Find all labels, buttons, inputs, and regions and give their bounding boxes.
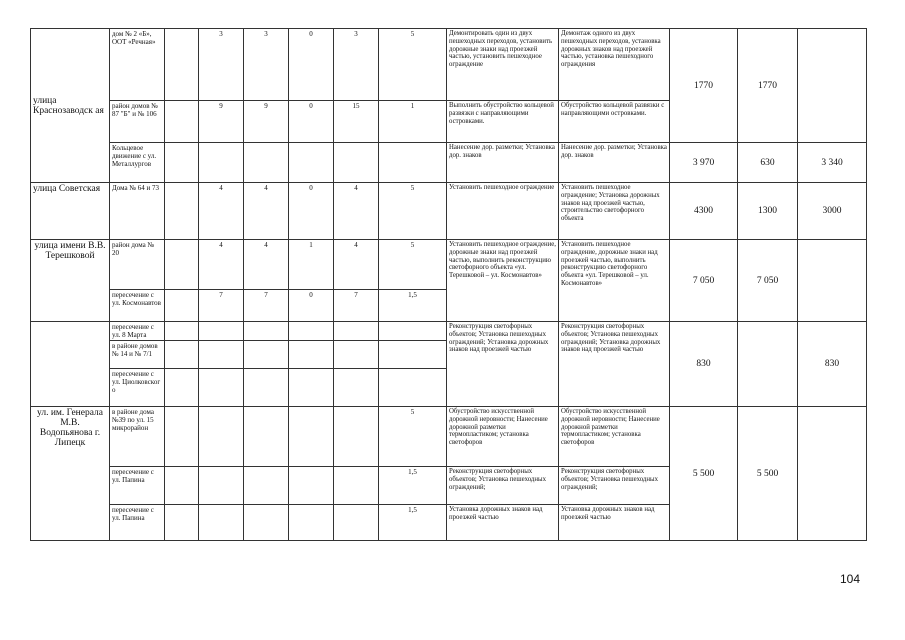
empty-cell [334,407,379,467]
cost-cell: 3000 [798,183,867,240]
cost-cell: 1770 [670,29,738,143]
empty-cell [334,341,379,369]
number-cell: 3 [199,29,244,101]
empty-cell [289,369,334,407]
empty-cell [165,29,199,101]
measure-cell: Обустройство искусственной дорожной неровности; Нанесение дорожной разметки термопластиком; установка светофоров [447,407,559,467]
number-cell: 5 [379,29,447,101]
empty-cell [244,467,289,505]
empty-cell [165,240,199,290]
number-cell: 5 [379,183,447,240]
cost-cell: 3 970 [670,143,738,183]
empty-cell [165,143,199,183]
number-cell: 4 [334,183,379,240]
empty-cell [334,505,379,541]
empty-cell [199,369,244,407]
empty-cell [165,341,199,369]
number-cell: 4 [244,183,289,240]
empty-cell [199,341,244,369]
page-number: 104 [840,572,861,586]
measure-cell: Нанесение дор. разметки; Установка дор. знаков [559,143,670,183]
street-cell: ул. им. Генерала М.В. Водопьянова г. Липецк [31,407,110,541]
cost-cell: 830 [670,322,738,407]
empty-cell [165,183,199,240]
empty-cell [244,369,289,407]
number-cell: 0 [289,183,334,240]
street-cell: улица Советская [31,183,110,240]
measures-table [30,28,867,541]
empty-cell [199,467,244,505]
measure-cell: Выполнить обустройство кольцевой развязки с направляющими островками. [447,101,559,143]
location-cell: пересечение с ул. Космонавтов [110,290,165,322]
number-cell: 7 [334,290,379,322]
empty-cell [244,143,289,183]
location-cell: Кольцевое движение с ул. Металлургов [110,143,165,183]
empty-cell [165,407,199,467]
measure-cell: Демонтировать один из двух пешеходных переходов, установить дорожные знаки над проезжей частью, установить пешеходное ограждение [447,29,559,101]
location-cell: дом № 2 «Б», ООТ «Речная» [110,29,165,101]
empty-cell [199,322,244,341]
empty-cell [165,467,199,505]
empty-cell [798,240,867,322]
location-cell: пересечение с ул. 8 Марта [110,322,165,341]
empty-cell [289,407,334,467]
cost-cell: 830 [798,322,867,407]
location-cell: пересечение с ул. Папина [110,505,165,541]
empty-cell [289,505,334,541]
measure-cell: Установить пешеходное ограждение; Установка дорожных знаков над проезжей частью, строительство светофорного объекта [559,183,670,240]
location-cell: район домов № 87 "Б" и № 106 [110,101,165,143]
location-cell: пересечение с ул. Папина [110,467,165,505]
empty-cell [244,341,289,369]
measure-cell: Реконструкция светофорных объектов; Установка пешеходных ограждений; [559,467,670,505]
table-row [31,29,867,101]
number-cell: 9 [244,101,289,143]
number-cell: 4 [199,183,244,240]
number-cell: 5 [379,240,447,290]
empty-cell [165,290,199,322]
empty-cell [289,143,334,183]
empty-cell [334,369,379,407]
table-row [31,407,867,467]
number-cell: 7 [244,290,289,322]
measure-cell: Установить пешеходное ограждение [447,183,559,240]
location-cell: в районе домов № 14 и № 7/1 [110,341,165,369]
number-cell: 1 [379,101,447,143]
number-cell: 9 [199,101,244,143]
measure-cell: Реконструкция светофорных объектов; Установка пешеходных ограждений; Установка дорожных знаков над проезжей частью [559,322,670,407]
number-cell: 0 [289,290,334,322]
cost-cell: 3 340 [798,143,867,183]
table-row [31,143,867,183]
measure-cell: Установить пешеходное ограждение, дорожные знаки над проезжей частью, выполнить реконструкцию светофорного объекта «ул. Терешковой – ул. Космонавтов» [559,240,670,322]
number-cell: 3 [244,29,289,101]
location-cell: район дома № 20 [110,240,165,290]
number-cell: 0 [289,29,334,101]
measure-cell: Реконструкция светофорных объектов; Установка пешеходных ограждений; Установка дорожных знаков над проезжей частью [447,322,559,407]
number-cell: 15 [334,101,379,143]
measure-cell: Нанесение дор. разметки; Установка дор. знаков [447,143,559,183]
cost-cell: 630 [738,143,798,183]
street-cell: улица Краснозаводск ая [31,29,110,183]
number-cell: 4 [199,240,244,290]
empty-cell [199,407,244,467]
empty-cell [334,322,379,341]
empty-cell [379,143,447,183]
number-cell: 3 [334,29,379,101]
location-cell: в районе дома №39 по ул. 15 микрорайон [110,407,165,467]
number-cell: 1,5 [379,290,447,322]
number-cell: 5 [379,407,447,467]
number-cell: 1,5 [379,467,447,505]
empty-cell [379,341,447,369]
empty-cell [244,407,289,467]
empty-cell [165,322,199,341]
number-cell: 1,5 [379,505,447,541]
cost-cell: 1770 [738,29,798,143]
number-cell: 4 [244,240,289,290]
empty-cell [165,505,199,541]
measure-cell: Установить пешеходное ограждение, дорожные знаки над проезжей частью, выполнить реконструкцию светофорного объекта «ул. Терешковой – ул. Космонавтов» [447,240,559,322]
cost-cell: 1300 [738,183,798,240]
table-row [31,322,867,341]
cost-cell: 5 500 [670,407,738,541]
cost-cell: 4300 [670,183,738,240]
measure-cell: Обустройство кольцевой развязки с направляющими островками. [559,101,670,143]
empty-cell [334,143,379,183]
table-row [31,240,867,290]
empty-cell [379,322,447,341]
measure-cell: Установка дорожных знаков над проезжей частью [559,505,670,541]
measure-cell: Демонтаж одного из двух пешеходных переходов, установка дорожных знаков над проезжей частью, установка пешеходного ограждения [559,29,670,101]
cost-cell: 7 050 [738,240,798,322]
number-cell: 0 [289,101,334,143]
empty-cell [798,29,867,143]
empty-cell [165,369,199,407]
empty-cell [379,369,447,407]
empty-cell [798,407,867,541]
measure-cell: Реконструкция светофорных объектов; Установка пешеходных ограждений; [447,467,559,505]
street-cell: улица имени В.В. Терешковой [31,240,110,322]
empty-cell [289,322,334,341]
empty-cell [31,322,110,407]
number-cell: 7 [199,290,244,322]
measure-cell: Обустройство искусственной дорожной неровности; Нанесение дорожной разметки термопластиком; установка светофоров [559,407,670,467]
empty-cell [289,341,334,369]
measure-cell: Установка дорожных знаков над проезжей частью [447,505,559,541]
location-cell: пересечение с ул. Циолковског о [110,369,165,407]
empty-cell [289,467,334,505]
cost-cell: 5 500 [738,407,798,541]
empty-cell [244,505,289,541]
table-row [31,183,867,240]
location-cell: Дома № 64 и 73 [110,183,165,240]
empty-cell [738,322,798,407]
cost-cell: 7 050 [670,240,738,322]
empty-cell [244,322,289,341]
empty-cell [199,505,244,541]
number-cell: 4 [334,240,379,290]
empty-cell [199,143,244,183]
empty-cell [165,101,199,143]
empty-cell [334,467,379,505]
number-cell: 1 [289,240,334,290]
